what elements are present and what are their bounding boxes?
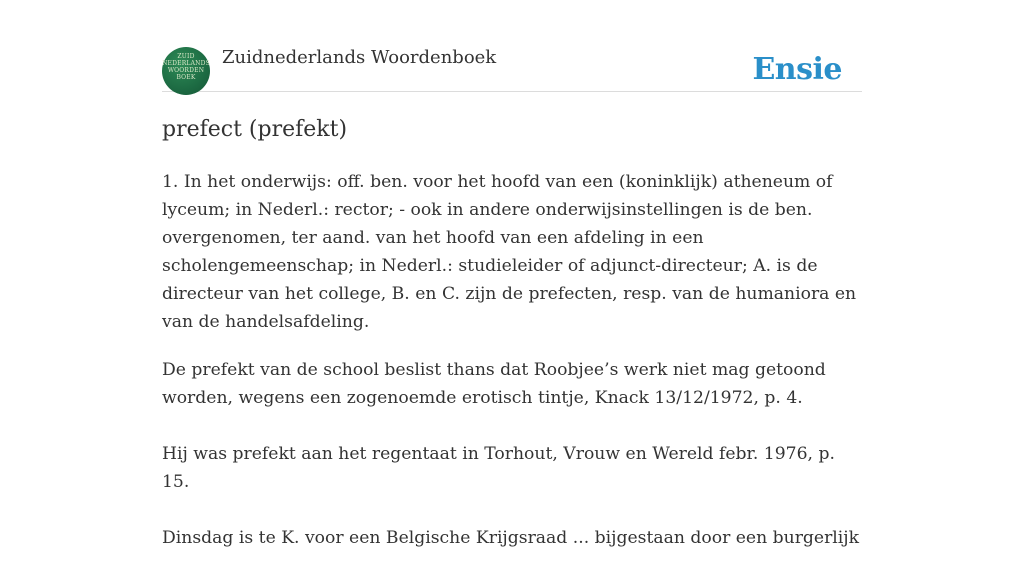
entry-content xyxy=(162,168,862,580)
site-logo[interactable] xyxy=(162,47,210,95)
quote-paragraph: De prefekt van de school beslist thans dat Roobjee’s werk niet mag getoond worden, wegens een zogenoemde erotisch tintje, Knack 13/12/1972, p. 4. xyxy=(162,360,826,408)
definition-paragraph: 1. In het onderwijs: off. ben. voor het hoofd van een (koninklijk) atheneum of lyceum; in Nederl.: rector; - ook in andere onderwijsinstellingen is de ben. overgenomen, ter aand. van het hoofd van een afdeling in een scholengemeenschap; in Nederl.: studieleider of adjunct-directeur; A. is de directeur van het college, B. en C. zijn de prefecten, resp. van de humaniora en van de handelsafdeling. xyxy=(162,172,857,332)
quote-paragraph: Dinsdag is te K. voor een Belgische Krijgsraad ... bijgestaan door een burgerlijk xyxy=(162,528,860,548)
site-name[interactable]: Zuidnederlands Woordenboek xyxy=(222,47,497,68)
site-header xyxy=(162,44,862,92)
entry-title: prefect (prefekt) xyxy=(162,117,348,142)
logo-text: ZUID NEDERLANDS WOORDEN BOEK xyxy=(162,53,210,81)
quote-paragraph: Hij was prefekt aan het regentaat in Torhout, Vrouw en Wereld febr. 1976, p. 15. xyxy=(162,444,835,492)
brand-logo[interactable]: Ensie xyxy=(752,52,842,87)
